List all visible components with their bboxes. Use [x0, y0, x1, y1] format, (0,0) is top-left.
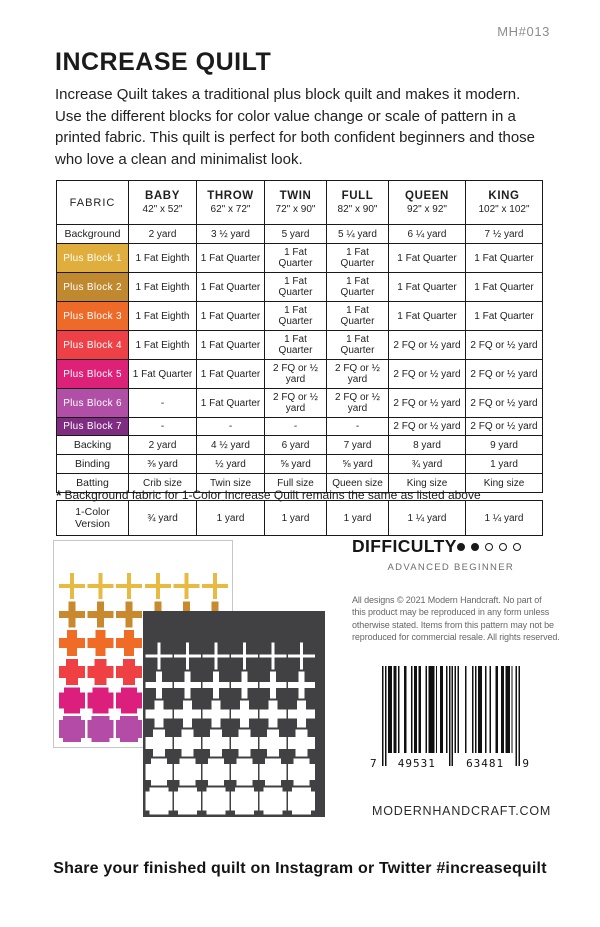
table-cell: 1 Fat Quarter [265, 273, 327, 302]
footnote [56, 486, 481, 502]
table-cell: 1 Fat Quarter [466, 273, 543, 302]
row-label: Plus Block 1 [57, 244, 129, 273]
size-dims: 72" x 90" [275, 204, 316, 215]
table-cell: 5 ¼ yard [327, 225, 389, 244]
table-cell: 1 Fat Eighth [129, 273, 197, 302]
table-cell: 3 ½ yard [197, 225, 265, 244]
row-label: Plus Block 2 [57, 273, 129, 302]
size-column-header [389, 181, 466, 225]
footnote-text: Background fabric for 1-Color Increase Quilt remains the same as listed above [64, 488, 481, 502]
table-cell: ½ yard [197, 455, 265, 474]
table-cell: 2 FQ or ½ yard [466, 418, 543, 436]
table-cell: 1 yard [197, 501, 265, 536]
table-cell: 1 Fat Quarter [466, 302, 543, 331]
size-name: THROW [207, 190, 254, 202]
table-cell: 1 Fat Quarter [389, 244, 466, 273]
table-cell: 2 FQ or ½ yard [327, 360, 389, 389]
row-label: Binding [57, 455, 129, 474]
table-cell: ⅝ yard [265, 455, 327, 474]
row-label: Batting [57, 474, 129, 493]
table-cell: - [197, 418, 265, 436]
table-header-row [57, 181, 543, 225]
table-cell: 1 Fat Eighth [129, 302, 197, 331]
social-tagline: Share your finished quilt on Instagram or Twitter #increasequilt [53, 860, 547, 877]
row-label: Plus Block 5 [57, 360, 129, 389]
table-cell: 1 yard [327, 501, 389, 536]
size-name: QUEEN [405, 190, 449, 202]
copyright-line: this product may be reproduced in any form unless [352, 607, 550, 618]
table-row [57, 331, 543, 360]
table-row [57, 302, 543, 331]
empty-dot-icon [485, 543, 493, 551]
copyright-line: otherwise stated. Items from this pattern may not be [352, 619, 554, 630]
size-name: BABY [145, 190, 180, 202]
empty-dot-icon [499, 543, 507, 551]
table-cell: Full size [265, 474, 327, 493]
table-cell: 1 Fat Quarter [327, 331, 389, 360]
table-cell: 1 Fat Quarter [389, 273, 466, 302]
table-cell: ¾ yard [389, 455, 466, 474]
size-dims: 102" x 102" [478, 204, 530, 215]
table-cell: 8 yard [389, 436, 466, 455]
table-cell: 6 ¼ yard [389, 225, 466, 244]
copyright-line: All designs © 2021 Modern Handcraft. No part of [352, 595, 542, 605]
table-cell: 2 FQ or ½ yard [466, 360, 543, 389]
table-cell: 1 ¼ yard [389, 501, 466, 536]
table-cell: King size [466, 474, 543, 493]
copyright-line: reproduced for commercial resale. All rights reserved. [352, 632, 560, 643]
table-cell: 1 Fat Quarter [327, 244, 389, 273]
table-cell: 1 Fat Quarter [197, 244, 265, 273]
table-cell: 2 FQ or ½ yard [466, 331, 543, 360]
table-cell: 1 Fat Quarter [197, 273, 265, 302]
table-cell: 2 FQ or ½ yard [466, 389, 543, 418]
table-row [57, 455, 543, 474]
size-dims: 42" x 52" [142, 204, 183, 215]
table-cell: ⅜ yard [129, 455, 197, 474]
size-column-header [466, 181, 543, 225]
row-label: Backing [57, 436, 129, 455]
difficulty-dots [457, 543, 521, 551]
table-cell: 2 FQ or ½ yard [327, 389, 389, 418]
size-dims: 92" x 92" [407, 204, 447, 215]
table-cell: - [129, 418, 197, 436]
row-label: Plus Block 7 [57, 418, 129, 436]
row-label: Plus Block 3 [57, 302, 129, 331]
table-cell: 1 Fat Quarter [197, 302, 265, 331]
table-cell: 2 yard [129, 436, 197, 455]
table-cell: 2 FQ or ½ yard [265, 360, 327, 389]
page-title: INCREASE QUILT [55, 48, 272, 76]
barcode-digits: 7 [370, 757, 378, 770]
pattern-number: MH#013 [497, 24, 550, 39]
table-cell: King size [389, 474, 466, 493]
copyright-notice [352, 594, 560, 644]
table-row [57, 418, 543, 436]
size-column-header [129, 181, 197, 225]
size-name: KING [488, 190, 520, 202]
barcode-bars [370, 666, 530, 770]
table-cell: 1 ¼ yard [466, 501, 543, 536]
pattern-description: Increase Quilt takes a traditional plus block quilt and makes it modern. Use the different blocks for color value change or scale of pattern in a printed fabric. This quilt is perfect for both confident beginners and those who love a clean and minimalist look. [55, 86, 536, 168]
row-label: Plus Block 4 [57, 331, 129, 360]
one-color-version-table [56, 500, 543, 536]
barcode-digits: 63481 [466, 757, 505, 770]
table-cell: 1 Fat Quarter [197, 360, 265, 389]
table-cell: 1 yard [466, 455, 543, 474]
barcode-digits: 49531 [397, 757, 436, 770]
size-column-header [265, 181, 327, 225]
table-cell: 2 FQ or ½ yard [265, 389, 327, 418]
row-label: Background [57, 225, 129, 244]
size-dims: 82" x 90" [337, 204, 378, 215]
table-cell: 1 yard [265, 501, 327, 536]
table-cell: 1 Fat Quarter [265, 331, 327, 360]
table-header [57, 181, 543, 225]
table-cell: Crib size [129, 474, 197, 493]
upc-barcode [370, 666, 530, 770]
table-cell: 1 Fat Quarter [129, 360, 197, 389]
table-cell: 2 FQ or ½ yard [389, 331, 466, 360]
one-color-row [57, 501, 543, 536]
table-cell: 7 yard [327, 436, 389, 455]
table-row [57, 360, 543, 389]
table-row [57, 225, 543, 244]
table-cell: 1 Fat Quarter [389, 302, 466, 331]
fabric-tables [56, 180, 544, 536]
table-cell: - [265, 418, 327, 436]
difficulty-block [352, 536, 514, 573]
table-cell: 4 ½ yard [197, 436, 265, 455]
table-cell: 1 Fat Eighth [129, 244, 197, 273]
table-cell: 1 Fat Quarter [265, 302, 327, 331]
table-cell: 2 FQ or ½ yard [389, 389, 466, 418]
size-column-header [197, 181, 265, 225]
table-cell: 7 ½ yard [466, 225, 543, 244]
table-cell: 1 Fat Quarter [197, 389, 265, 418]
table-cell: 1 Fat Quarter [265, 244, 327, 273]
one-color-table-body [57, 501, 543, 536]
dark-quilt-graphic [143, 611, 325, 817]
fabric-table-body [57, 225, 543, 493]
table-row [57, 389, 543, 418]
row-label: Plus Block 6 [57, 389, 129, 418]
table-row [57, 244, 543, 273]
table-cell: 5 yard [265, 225, 327, 244]
row-label: 1-Color Version [57, 501, 129, 536]
table-cell: 2 FQ or ½ yard [389, 360, 466, 389]
table-row [57, 273, 543, 302]
table-cell: ⅝ yard [327, 455, 389, 474]
difficulty-sublabel: ADVANCED BEGINNER [387, 562, 514, 573]
table-cell: 2 FQ or ½ yard [389, 418, 466, 436]
size-column-header [327, 181, 389, 225]
table-cell: Twin size [197, 474, 265, 493]
table-cell: ¾ yard [129, 501, 197, 536]
table-cell: - [327, 418, 389, 436]
difficulty-row [352, 536, 514, 557]
fabric-requirements-table [56, 180, 543, 493]
difficulty-label: DIFFICULTY [352, 536, 457, 556]
size-name: FULL [341, 190, 374, 202]
fabric-column-header: FABRIC [57, 181, 129, 225]
table-cell: 1 Fat Quarter [327, 273, 389, 302]
table-cell: 2 yard [129, 225, 197, 244]
website-url: MODERNHANDCRAFT.COM [372, 804, 552, 818]
table-cell: Queen size [327, 474, 389, 493]
table-cell: 1 Fat Quarter [197, 331, 265, 360]
table-cell: 1 Fat Quarter [466, 244, 543, 273]
empty-dot-icon [513, 543, 521, 551]
table-cell: 1 Fat Quarter [327, 302, 389, 331]
plus-grid [143, 611, 325, 817]
filled-dot-icon [457, 543, 465, 551]
table-cell: 6 yard [265, 436, 327, 455]
barcode-digits: 9 [522, 757, 530, 770]
table-cell: 1 Fat Eighth [129, 331, 197, 360]
size-dims: 62" x 72" [210, 204, 251, 215]
table-cell: 9 yard [466, 436, 543, 455]
table-cell: - [129, 389, 197, 418]
asterisk: * [56, 487, 62, 503]
size-name: TWIN [279, 190, 312, 202]
table-row [57, 436, 543, 455]
filled-dot-icon [471, 543, 479, 551]
